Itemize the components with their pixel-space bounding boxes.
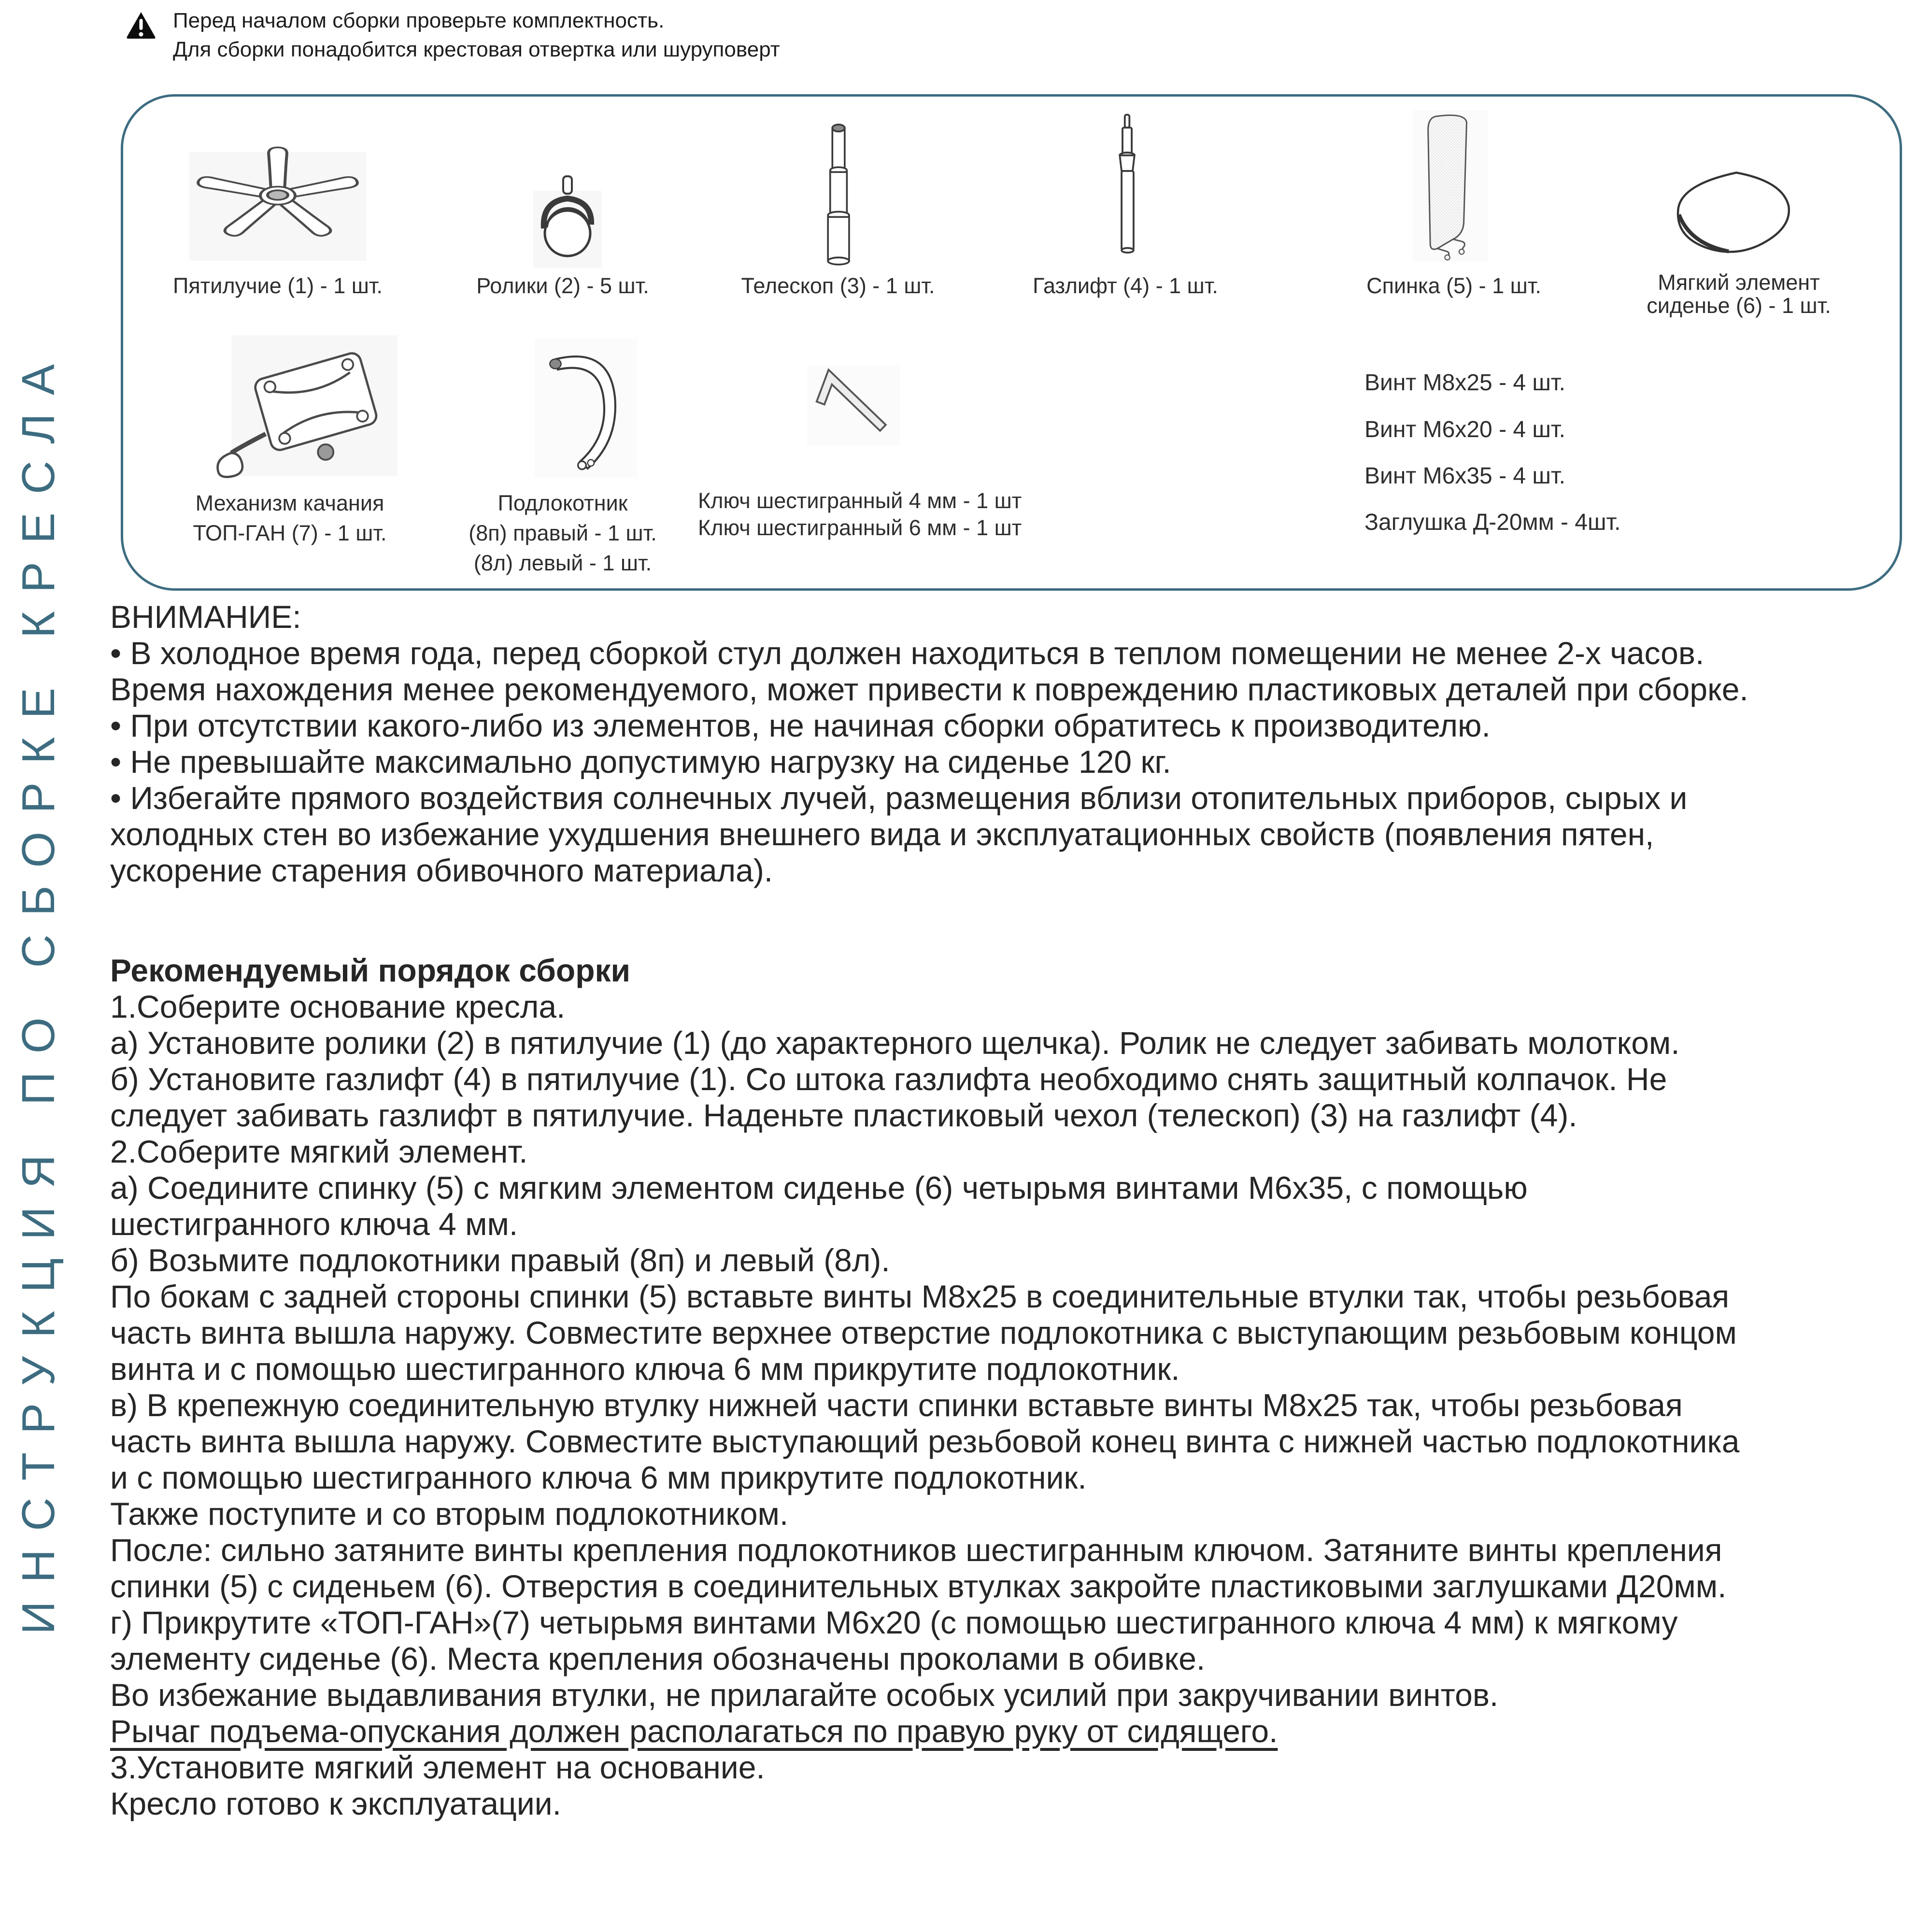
hex-key-icon — [799, 355, 908, 452]
assembly-line: часть винта вышла наружу. Совместите выступающий резьбовой конец винта с нижней частью подлокотника — [110, 1423, 1740, 1459]
attention-line: • В холодное время года, перед сборкой стул должен находиться в теплом помещении не менее 2-х часов. — [110, 635, 1705, 671]
part-label: Спинка (5) - 1 шт. — [1366, 273, 1541, 298]
assembly-line: г) Прикрутите «ТОП-ГАН»(7) четырьмя винтами М6х20 (с помощью шестигранного ключа 4 мм) к мягкому — [110, 1605, 1678, 1640]
assembly-line: б) Возьмите подлокотники правый (8п) и левый (8л). — [110, 1242, 890, 1278]
attention-section — [110, 599, 1931, 889]
assembly-line: После: сильно затяните винты крепления подлокотников шестигранным ключом. Затяните винты крепления — [110, 1532, 1722, 1568]
assembly-line: а) Установите ролики (2) в пятилучие (1) (до характерного щелчка). Ролик не следует забивать молотком. — [110, 1025, 1680, 1061]
assembly-line: 2.Соберите мягкий элемент. — [110, 1134, 528, 1169]
part-label: Газлифт (4) - 1 шт. — [1033, 273, 1218, 298]
assembly-line: спинки (5) с сиденьем (6). Отверстия в соединительных втулках закройте пластиковыми заглушками Д20мм. — [110, 1568, 1727, 1604]
telescope-cover-icon — [808, 118, 870, 268]
hex-key-label: Ключ шестигранный 6 мм - 1 шт — [698, 515, 1022, 540]
assembly-line: а) Соедините спинку (5) с мягким элементом сиденье (6) четырьмя винтами М6х35, с помощью — [110, 1170, 1528, 1206]
assembly-underlined-note: Рычаг подъема-опускания должен располагаться по правую руку от сидящего. — [110, 1713, 1278, 1749]
assembly-line: винта и с помощью шестигранного ключа 6 мм прикрутите подлокотник. — [110, 1351, 1180, 1387]
assembly-line: Также поступите и со вторым подлокотником. — [110, 1496, 789, 1532]
assembly-section — [110, 952, 1931, 1822]
part-label: Подлокотник — [497, 491, 628, 515]
part-label: ТОП-ГАН (7) - 1 шт. — [193, 521, 387, 545]
attention-line: Время нахождения менее рекомендуемого, может привести к повреждению пластиковых деталей при сборке. — [110, 671, 1748, 707]
part-label: (8л) левый - 1 шт. — [473, 551, 652, 575]
part-label: Механизм качания — [195, 491, 384, 515]
attention-heading: ВНИМАНИЕ: — [110, 599, 301, 635]
five-star-base-icon — [184, 140, 372, 263]
assembly-line: 1.Соберите основание кресла. — [110, 989, 566, 1024]
attention-line: • Не превышайте максимально допустимую нагрузку на сиденье 120 кг. — [110, 744, 1171, 780]
backrest-icon — [1393, 109, 1507, 266]
assembly-line: б) Установите газлифт (4) в пятилучие (1). Со штока газлифта необходимо снять защитный колпачок. Не — [110, 1061, 1667, 1097]
hardware-item: Заглушка Д-20мм - 4шт. — [1364, 510, 1621, 535]
part-label: Телескоп (3) - 1 шт. — [741, 273, 935, 298]
hardware-item: Винт М8х25 - 4 шт. — [1364, 370, 1565, 396]
assembly-line: 3.Установите мягкий элемент на основание. — [110, 1749, 765, 1785]
part-label: (8п) правый - 1 шт. — [469, 521, 657, 545]
armrest-icon — [522, 336, 650, 481]
seat-pad-icon — [1659, 167, 1814, 261]
hardware-item: Винт М6х20 - 4 шт. — [1364, 417, 1565, 442]
assembly-line: часть винта вышла наружу. Совместите верхнее отверстие подлокотника с выступающим резьбовым концом — [110, 1315, 1737, 1350]
header-warning-line-1: Перед началом сборки проверьте комплектность. — [173, 9, 665, 32]
gas-lift-icon — [1102, 110, 1153, 262]
part-label: Ролики (2) - 5 шт. — [476, 273, 649, 298]
hardware-item: Винт М6х35 - 4 шт. — [1364, 463, 1565, 489]
assembly-line: По бокам с задней стороны спинки (5) вставьте винты М8х25 в соединительные втулки так, чтобы резьбовая — [110, 1279, 1730, 1314]
part-label: Пятилучие (1) - 1 шт. — [172, 273, 383, 298]
part-label: сиденье (6) - 1 шт. — [1647, 293, 1831, 318]
caster-wheel-icon — [531, 171, 604, 270]
assembly-line: Кресло готово к эксплуатации. — [110, 1786, 561, 1821]
part-label: Мягкий элемент — [1658, 270, 1820, 295]
assembly-line: элементу сиденье (6). Места крепления обозначены проколами в обивке. — [110, 1641, 1206, 1676]
assembly-line: и с помощью шестигранного ключа 6 мм прикрутите подлокотник. — [110, 1460, 1087, 1495]
assembly-heading: Рекомендуемый порядок сборки — [110, 952, 631, 988]
assembly-line: Во избежание выдавливания втулки, не прилагайте особых усилий при закручивании винтов. — [110, 1677, 1499, 1713]
attention-line: • Избегайте прямого воздействия солнечных лучей, размещения вблизи отопительных приборов, сырых и — [110, 780, 1688, 816]
assembly-line: в) В крепежную соединительную втулку нижней части спинки вставьте винты М8х25 так, чтобы резьбовая — [110, 1387, 1683, 1423]
header-warning-line-2: Для сборки понадобится крестовая отвертка или шуруповерт — [173, 38, 780, 61]
attention-line: • При отсутствии какого-либо из элементов, не начиная сборки обратитесь к производителю. — [110, 708, 1491, 743]
tilt-mechanism-icon — [200, 328, 408, 483]
assembly-line: шестигранного ключа 4 мм. — [110, 1206, 518, 1242]
warning-triangle-icon — [126, 11, 156, 40]
attention-line: холодных стен во избежание ухудшения внешнего вида и эксплуатационных свойств (появления пятен, — [110, 816, 1654, 852]
assembly-line: следует забивать газлифт в пятилучие. Наденьте пластиковый чехол (телескоп) (3) на газлифт (4). — [110, 1097, 1577, 1133]
hex-key-label: Ключ шестигранный 4 мм - 1 шт — [698, 488, 1022, 513]
attention-line: ускорение старения обивочного материала). — [110, 852, 773, 888]
vertical-page-title: ИНСТРУКЦИЯ ПО СБОРКЕ КРЕСЛА — [13, 345, 64, 1635]
